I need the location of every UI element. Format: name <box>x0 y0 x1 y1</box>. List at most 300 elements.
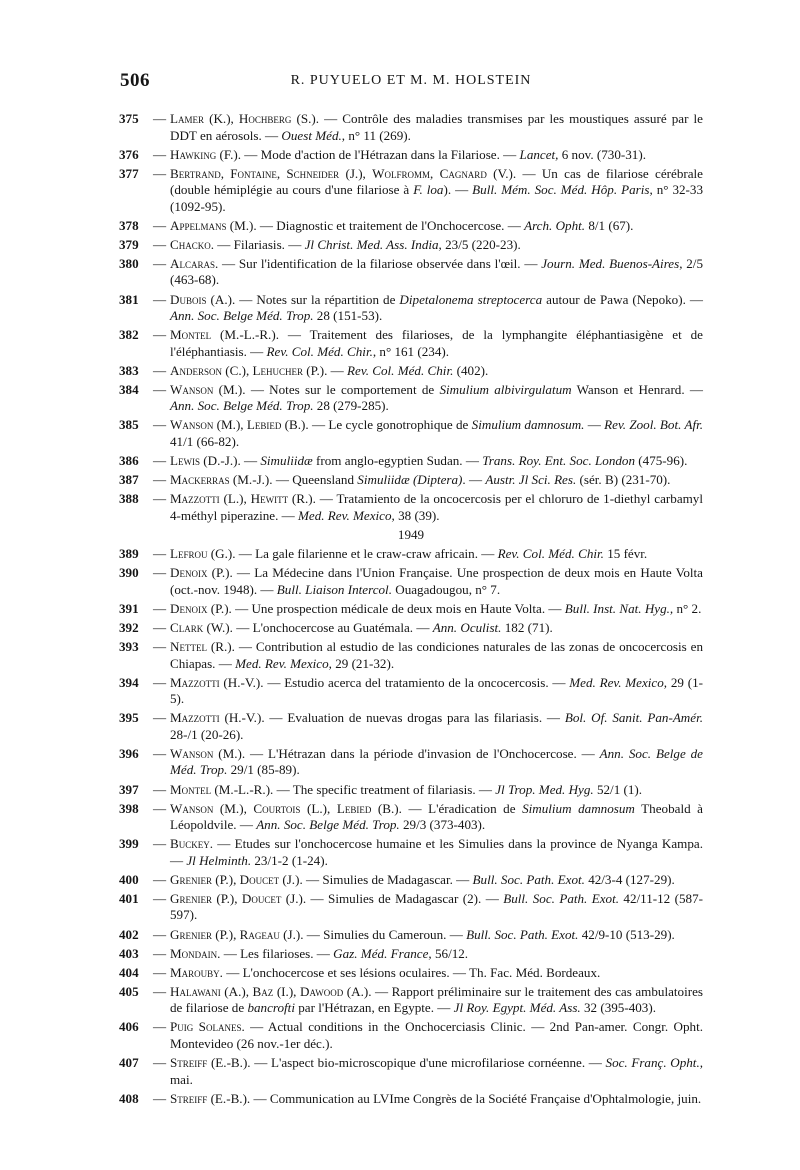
reference-entry <box>119 1019 703 1052</box>
author-name: Anderson <box>170 362 222 378</box>
reference-fragment: (P.). — Une prospection médicale de deux mois en Haute Volta. — <box>207 601 565 616</box>
reference-fragment: (475-96). <box>635 453 688 469</box>
reference-fragment: autour de Pawa (Nepoko). — <box>542 291 703 307</box>
reference-fragment: (P.), <box>211 871 240 887</box>
reference-dash: — <box>153 674 167 690</box>
reference-text <box>170 620 703 637</box>
reference-text <box>170 801 703 834</box>
reference-dash: — <box>153 871 167 887</box>
reference-dash: — <box>153 836 167 852</box>
reference-fragment: 15 févr. <box>603 546 648 562</box>
reference-text <box>170 453 703 470</box>
reference-fragment: (G.). — La gale filarienne et le craw-craw africain. — <box>207 546 498 562</box>
reference-text <box>170 147 703 164</box>
reference-fragment: (P.), <box>211 890 242 906</box>
author-name: Wanson <box>170 745 214 761</box>
reference-number: 395 <box>119 710 139 726</box>
reference-dash: — <box>153 111 167 126</box>
reference-entry <box>119 984 703 1017</box>
author-name: Dawood <box>300 983 344 999</box>
reference-fragment: 29/3 (373-403). <box>399 817 486 833</box>
author-name: Montel <box>170 327 212 343</box>
reference-text <box>170 111 703 144</box>
reference-number: 394 <box>119 674 139 690</box>
reference-dash: — <box>153 565 167 581</box>
reference-fragment: — Etudes sur l'onchocercose humaine et les Simulies dans la province de Nyanga Kampa. — <box>170 836 703 868</box>
reference-number: 403 <box>119 945 139 961</box>
reference-text <box>170 417 703 450</box>
italic-text: Med. Rev. Mexico, <box>297 507 395 523</box>
reference-fragment: — Les filarioses. — <box>220 945 334 961</box>
italic-text: Bull. Liaison Intercol. <box>276 581 392 597</box>
author-name: Lamer <box>170 111 205 126</box>
author-name: Wanson <box>170 381 214 397</box>
reference-entry <box>119 292 703 325</box>
reference-list <box>119 111 703 1110</box>
reference-fragment: (J.). — Simulies du Cameroun. — <box>279 926 467 942</box>
reference-fragment: (M.). — Notes sur le comportement de <box>213 381 440 397</box>
reference-fragment: (E.-B.). — Communication au LVIme Congrès de la Société Française d'Ophtalmologie, juin. <box>207 1090 702 1106</box>
reference-number: 402 <box>119 926 139 942</box>
reference-number: 384 <box>119 381 139 397</box>
reference-entry <box>119 491 703 524</box>
reference-text <box>170 546 703 563</box>
reference-fragment: (B.). — Le cycle gonotrophique de <box>281 417 472 433</box>
reference-fragment: (I.), <box>273 983 300 999</box>
reference-text <box>170 601 703 618</box>
italic-text: Med. Rev. Mexico, <box>235 655 332 671</box>
author-name: Denoix <box>170 565 208 581</box>
running-header <box>120 70 702 98</box>
reference-entry <box>119 746 703 779</box>
reference-fragment: (M.), <box>213 417 247 433</box>
reference-fragment: 8/1 (67). <box>585 217 634 233</box>
author-name: Mazzotti <box>170 710 220 726</box>
reference-number: 405 <box>119 983 139 999</box>
author-name: Grenier <box>170 890 212 906</box>
author-name: Appelmans <box>170 217 227 233</box>
italic-text: Ann. Soc. Belge de Méd. Trop. <box>170 745 703 778</box>
reference-number: 396 <box>119 745 139 761</box>
italic-text: Ann. Soc. Belge Méd. Trop. <box>170 308 314 324</box>
reference-fragment: 2/5 (463-68). <box>170 255 703 288</box>
reference-dash: — <box>153 926 167 942</box>
reference-text <box>170 1055 703 1088</box>
reference-number: 407 <box>119 1055 139 1070</box>
reference-fragment: (L.), <box>219 491 251 507</box>
reference-entry <box>119 111 703 144</box>
reference-text <box>170 292 703 325</box>
author-name: Mazzotti <box>170 491 220 507</box>
reference-number: 388 <box>119 491 139 507</box>
reference-text <box>170 639 703 672</box>
author-name: Clark <box>170 620 204 636</box>
reference-fragment: (M.-L.-R.). — Traitement des filarioses, de la lymphangite éléphantiasigène et de l'éléphantiasis. — <box>170 327 703 359</box>
reference-fragment: (M.-J.). — Queensland <box>229 472 358 488</box>
reference-fragment: (H.-V.). — Estudio acerca del tratamiento de la oncocercosis. — <box>219 674 570 690</box>
author-name: Grenier <box>170 926 212 942</box>
reference-fragment: from anglo-egyptien Sudan. — <box>312 453 483 469</box>
reference-entry <box>119 237 703 254</box>
italic-text: Ann. Soc. Belge Méd. Trop. <box>256 817 400 833</box>
italic-text: Ann. Oculist. <box>432 620 502 636</box>
reference-entry <box>119 1055 703 1088</box>
reference-dash: — <box>153 620 167 636</box>
reference-number: 391 <box>119 601 139 616</box>
author-name: Courtois <box>253 800 301 816</box>
reference-fragment: 29 (21-32). <box>331 655 395 671</box>
reference-fragment: 52/1 (1). <box>593 781 643 797</box>
reference-dash: — <box>153 217 167 233</box>
reference-entry <box>119 782 703 799</box>
reference-dash: — <box>153 601 167 616</box>
reference-fragment: Wanson et Henrard. — <box>571 381 703 397</box>
reference-text <box>170 256 703 289</box>
reference-number: 392 <box>119 620 139 636</box>
reference-dash: — <box>153 255 167 271</box>
reference-fragment: (J.). — Simulies de Madagascar. — <box>279 871 473 887</box>
author-name: Marouby. <box>170 964 223 980</box>
italic-text: Simuliidæ <box>260 453 313 469</box>
reference-fragment: — Filariasis. — <box>214 236 305 252</box>
reference-fragment: 182 (71). <box>501 620 553 636</box>
reference-number: 386 <box>119 453 139 469</box>
reference-dash: — <box>153 146 167 162</box>
reference-entry <box>119 382 703 415</box>
reference-dash: — <box>153 745 167 761</box>
italic-text: Bull. Soc. Path. Exot. <box>466 926 579 942</box>
reference-fragment: — L'onchocercose et ses lésions oculaires. — Th. Fac. Méd. Bordeaux. <box>222 964 601 980</box>
reference-entry <box>119 546 703 563</box>
reference-text <box>170 1091 703 1108</box>
reference-entry <box>119 639 703 672</box>
reference-dash: — <box>153 983 167 999</box>
reference-entry <box>119 872 703 889</box>
author-name: Alcaras. <box>170 255 219 271</box>
reference-fragment: (A.), <box>220 983 253 999</box>
author-name: Hawking <box>170 146 217 162</box>
italic-text: Bull. Inst. Nat. Hyg., <box>564 601 674 616</box>
author-name: Bertrand, Fontaine, Schneider <box>170 165 340 181</box>
reference-number: 383 <box>119 362 139 378</box>
reference-dash: — <box>153 781 167 797</box>
italic-text: Med. Rev. Mexico, <box>569 674 668 690</box>
reference-fragment: 41/1 (66-82). <box>170 433 240 449</box>
reference-fragment: Ouagadougou, n° 7. <box>391 581 501 597</box>
italic-text: Austr. Jl Sci. Res. <box>485 472 577 488</box>
reference-text <box>170 472 703 489</box>
reference-dash: — <box>153 165 167 181</box>
italic-text: Ouest Méd. <box>281 127 342 143</box>
author-name: Lefrou <box>170 546 208 562</box>
italic-text: Rev. Zool. Bot. Afr. <box>604 417 703 433</box>
author-name: Mackerras <box>170 472 230 488</box>
italic-text: Jl Christ. Med. Ass. India, <box>304 236 442 252</box>
reference-fragment: 6 nov. (730-31). <box>558 146 646 162</box>
italic-text: Bull. Soc. Path. Exot. <box>503 890 620 906</box>
reference-fragment: (J.), <box>339 165 373 181</box>
reference-dash: — <box>153 546 167 562</box>
reference-number: 382 <box>119 327 139 343</box>
reference-number: 393 <box>119 639 139 655</box>
reference-fragment: (sér. B) (231-70). <box>576 472 671 488</box>
italic-text: Soc. Franç. Opht., <box>605 1055 703 1070</box>
reference-fragment: 28 (151-53). <box>313 308 383 324</box>
reference-fragment: — <box>584 417 605 433</box>
italic-text: F. loa <box>413 182 444 198</box>
reference-entry <box>119 417 703 450</box>
reference-fragment: (A.). — Rapport préliminaire sur le traitement des cas ambulatoires de filariose de <box>170 983 703 1016</box>
italic-text: Lancet, <box>519 146 559 162</box>
italic-text: Arch. Opht. <box>524 217 586 233</box>
reference-fragment: (R.). — Tratamiento de la oncocercosis per el chloruro de 1-diethyl carbamyl 4-méthyl piperazine. — <box>170 491 703 523</box>
reference-text <box>170 872 703 889</box>
author-name: Grenier <box>170 871 212 887</box>
reference-fragment: (P.), <box>211 926 240 942</box>
reference-entry <box>119 472 703 489</box>
reference-text <box>170 746 703 779</box>
reference-fragment: (C.), <box>221 362 253 378</box>
italic-text: Gaz. Méd. France, <box>333 945 432 961</box>
reference-fragment: par l'Hétrazan, en Egypte. — <box>294 1000 454 1016</box>
reference-dash: — <box>153 1019 167 1035</box>
reference-entry <box>119 1091 703 1108</box>
reference-number: 376 <box>119 146 139 162</box>
reference-dash: — <box>153 639 167 655</box>
italic-text: Jl Trop. Med. Hyg. <box>495 781 594 797</box>
reference-entry <box>119 965 703 982</box>
reference-fragment: — Actual conditions in the Onchocerciasis Clinic. — 2nd Pan-amer. Congr. Opht. Montevideo (26 nov.-1er déc.). <box>170 1019 703 1051</box>
reference-fragment: (S.). — Contrôle des maladies transmises par les moustiques assuré par le DDT en aérosols. — <box>170 111 703 143</box>
reference-entry <box>119 256 703 289</box>
reference-text <box>170 984 703 1017</box>
reference-number: 375 <box>119 111 139 126</box>
author-name: Streiff <box>170 1055 208 1070</box>
reference-fragment: 23/1-2 (1-24). <box>251 852 328 868</box>
reference-number: 397 <box>119 781 139 797</box>
author-name: Hewitt <box>250 491 289 507</box>
italic-text: Ann. Soc. Belge Méd. Trop. <box>170 398 314 414</box>
reference-dash: — <box>153 327 167 343</box>
reference-number: 381 <box>119 291 139 307</box>
author-name: Rageau <box>239 926 280 942</box>
reference-fragment: 56/12. <box>431 945 469 961</box>
reference-number: 401 <box>119 890 139 906</box>
reference-fragment: 32 (395-403). <box>580 1000 656 1016</box>
reference-fragment: — Sur l'identification de la filariose observée dans l'œil. — <box>218 255 542 271</box>
author-name: Chacko. <box>170 236 215 252</box>
author-name: Mondain. <box>170 945 221 961</box>
reference-entry <box>119 565 703 598</box>
reference-number: 380 <box>119 255 139 271</box>
reference-text <box>170 363 703 380</box>
reference-number: 400 <box>119 871 139 887</box>
reference-entry <box>119 927 703 944</box>
reference-fragment: 42/11-12 (587-597). <box>170 890 703 923</box>
reference-entry <box>119 147 703 164</box>
reference-number: 377 <box>119 165 139 181</box>
reference-fragment: (M.). — L'Hétrazan dans la période d'invasion de l'Onchocercose. — <box>213 745 600 761</box>
reference-entry <box>119 891 703 924</box>
italic-text: Dipetalonema streptocerca <box>399 291 543 307</box>
reference-dash: — <box>153 945 167 961</box>
italic-text: bancrofti <box>247 1000 295 1016</box>
reference-fragment: (B.). — L'éradication de <box>371 800 523 816</box>
author-name: Mazzotti <box>170 674 220 690</box>
reference-number: 398 <box>119 800 139 816</box>
header-title: R. PUYUELO ET M. M. HOLSTEIN <box>290 73 532 88</box>
reference-number: 389 <box>119 546 139 562</box>
reference-fragment: Theobald à Léopoldvile. — <box>170 800 703 833</box>
reference-fragment: (E.-B.). — L'aspect bio-microscopique d'une microfilariose cornéenne. — <box>207 1055 606 1070</box>
italic-text: Bol. Of. Sanit. Pan-Amér. <box>564 710 703 726</box>
reference-fragment: 29 (1-5). <box>170 674 703 707</box>
reference-text <box>170 565 703 598</box>
italic-text: Bull. Soc. Path. Exot. <box>472 871 585 887</box>
reference-dash: — <box>153 236 167 252</box>
italic-text: Bull. Mém. Soc. Méd. Hôp. Paris, <box>472 182 653 198</box>
page-number: 506 <box>120 70 150 91</box>
reference-entry <box>119 453 703 470</box>
reference-entry <box>119 620 703 637</box>
reference-number: 379 <box>119 236 139 252</box>
reference-entry <box>119 363 703 380</box>
reference-number: 399 <box>119 836 139 852</box>
italic-text: Jl Helminth. <box>186 852 252 868</box>
reference-fragment: (H.-V.). — Evaluation de nuevas drogas para las filariasis. — <box>219 710 565 726</box>
italic-text: Trans. Roy. Ent. Soc. London <box>482 453 636 469</box>
reference-dash: — <box>153 800 167 816</box>
reference-dash: — <box>153 890 167 906</box>
reference-text <box>170 782 703 799</box>
author-name: Doucet <box>241 890 282 906</box>
reference-fragment: (K.), <box>204 111 239 126</box>
reference-dash: — <box>153 417 167 433</box>
italic-text: Simulium albivirgulatum <box>439 381 572 397</box>
author-name: Streiff <box>170 1090 208 1106</box>
reference-fragment: (V.). — Un cas de filariose cérébrale (double hémiplégie au cours d'une filariose à <box>170 165 703 198</box>
reference-dash: — <box>153 381 167 397</box>
reference-fragment: 28-/1 (20-26). <box>170 726 244 742</box>
reference-text <box>170 965 703 982</box>
reference-text <box>170 675 703 708</box>
reference-number: 408 <box>119 1090 139 1106</box>
reference-text <box>170 327 703 360</box>
reference-dash: — <box>153 1090 167 1106</box>
reference-fragment: (F.). — Mode d'action de l'Hétrazan dans la Filariose. — <box>216 146 520 162</box>
author-name: Baz <box>252 983 274 999</box>
reference-number: 406 <box>119 1019 139 1035</box>
reference-number: 385 <box>119 417 139 433</box>
reference-entry <box>119 946 703 963</box>
reference-fragment: 42/9-10 (513-29). <box>578 926 675 942</box>
author-name: Wanson <box>170 800 214 816</box>
reference-fragment: n° 32-33 (1092-95). <box>170 182 704 214</box>
author-name: Wolfromm, Cagnard <box>372 165 487 181</box>
author-name: Dubois <box>170 291 207 307</box>
reference-fragment: (L.), <box>300 800 337 816</box>
author-name: Lehucher <box>252 362 304 378</box>
reference-text <box>170 237 703 254</box>
reference-text <box>170 891 703 924</box>
author-name: Doucet <box>239 871 280 887</box>
reference-fragment: (402). <box>453 362 489 378</box>
author-name: Buckey. <box>170 836 214 852</box>
reference-entry <box>119 801 703 834</box>
author-name: Montel <box>170 781 212 797</box>
reference-dash: — <box>153 1055 167 1070</box>
reference-fragment: 42/3-4 (127-29). <box>584 871 675 887</box>
reference-number: 390 <box>119 565 139 581</box>
reference-fragment: (P.). — La Médecine dans l'Union Française. Une prospection de deux mois en Haute Volta (oct.-nov. 1948). — <box>170 565 703 597</box>
author-name: Nettel <box>170 639 207 655</box>
reference-text <box>170 927 703 944</box>
italic-text: Rev. Col. Méd. Chir. <box>347 362 454 378</box>
reference-fragment: (D.-J.). — <box>200 453 261 469</box>
reference-fragment: 29/1 (85-89). <box>227 762 300 778</box>
author-name: Lewis <box>170 453 200 469</box>
reference-number: 387 <box>119 472 139 488</box>
reference-text <box>170 946 703 963</box>
reference-fragment: (P.). — <box>303 362 348 378</box>
reference-text <box>170 491 703 524</box>
author-name: Hochberg <box>238 111 292 126</box>
reference-fragment: (R.). — Contribution al estudio de las condiciones naturales de las zonas de oncocercosis en Chiapas. — <box>170 639 703 671</box>
reference-number: 378 <box>119 217 139 233</box>
reference-entry <box>119 327 703 360</box>
reference-text <box>170 1019 703 1052</box>
reference-fragment: n° 2. <box>673 601 702 616</box>
author-name: Wanson <box>170 417 214 433</box>
author-name: Lebied <box>336 800 372 816</box>
reference-text <box>170 710 703 743</box>
italic-text: Simulium damnosum. <box>471 417 585 433</box>
reference-entry <box>119 601 703 618</box>
reference-dash: — <box>153 710 167 726</box>
reference-fragment: (W.). — L'onchocercose au Guatémala. — <box>203 620 433 636</box>
reference-dash: — <box>153 964 167 980</box>
reference-fragment: 38 (39). <box>394 507 440 523</box>
reference-entry <box>119 675 703 708</box>
italic-text: Rev. Col. Méd. Chir. <box>497 546 604 562</box>
reference-text <box>170 382 703 415</box>
reference-fragment: (M.-L.-R.). — The specific treatment of filariasis. — <box>211 781 496 797</box>
reference-entry <box>119 218 703 235</box>
reference-fragment: mai. <box>170 1071 193 1087</box>
reference-fragment: 28 (279-285). <box>313 398 389 414</box>
reference-fragment: 23/5 (220-23). <box>441 236 521 252</box>
reference-dash: — <box>153 472 167 488</box>
reference-dash: — <box>153 453 167 469</box>
reference-entry <box>119 710 703 743</box>
italic-text: Rev. Col. Méd. Chir. <box>266 343 373 359</box>
reference-number: 404 <box>119 964 139 980</box>
reference-text <box>170 166 703 216</box>
reference-fragment: (J.). — Simulies de Madagascar (2). — <box>281 890 504 906</box>
reference-dash: — <box>153 362 167 378</box>
reference-dash: — <box>153 491 167 507</box>
reference-fragment: (M.), <box>213 800 254 816</box>
author-name: Lebied <box>246 417 282 433</box>
italic-text: Jl Roy. Egypt. Méd. Ass. <box>453 1000 581 1016</box>
italic-text: Journ. Med. Buenos-Aires, <box>541 255 683 271</box>
author-name: Denoix <box>170 601 208 616</box>
author-name: Halawani <box>170 983 221 999</box>
reference-fragment: , n° 161 (234). <box>372 343 450 359</box>
reference-text <box>170 836 703 869</box>
reference-entry <box>119 166 703 216</box>
reference-fragment: , n° 11 (269). <box>341 127 411 143</box>
